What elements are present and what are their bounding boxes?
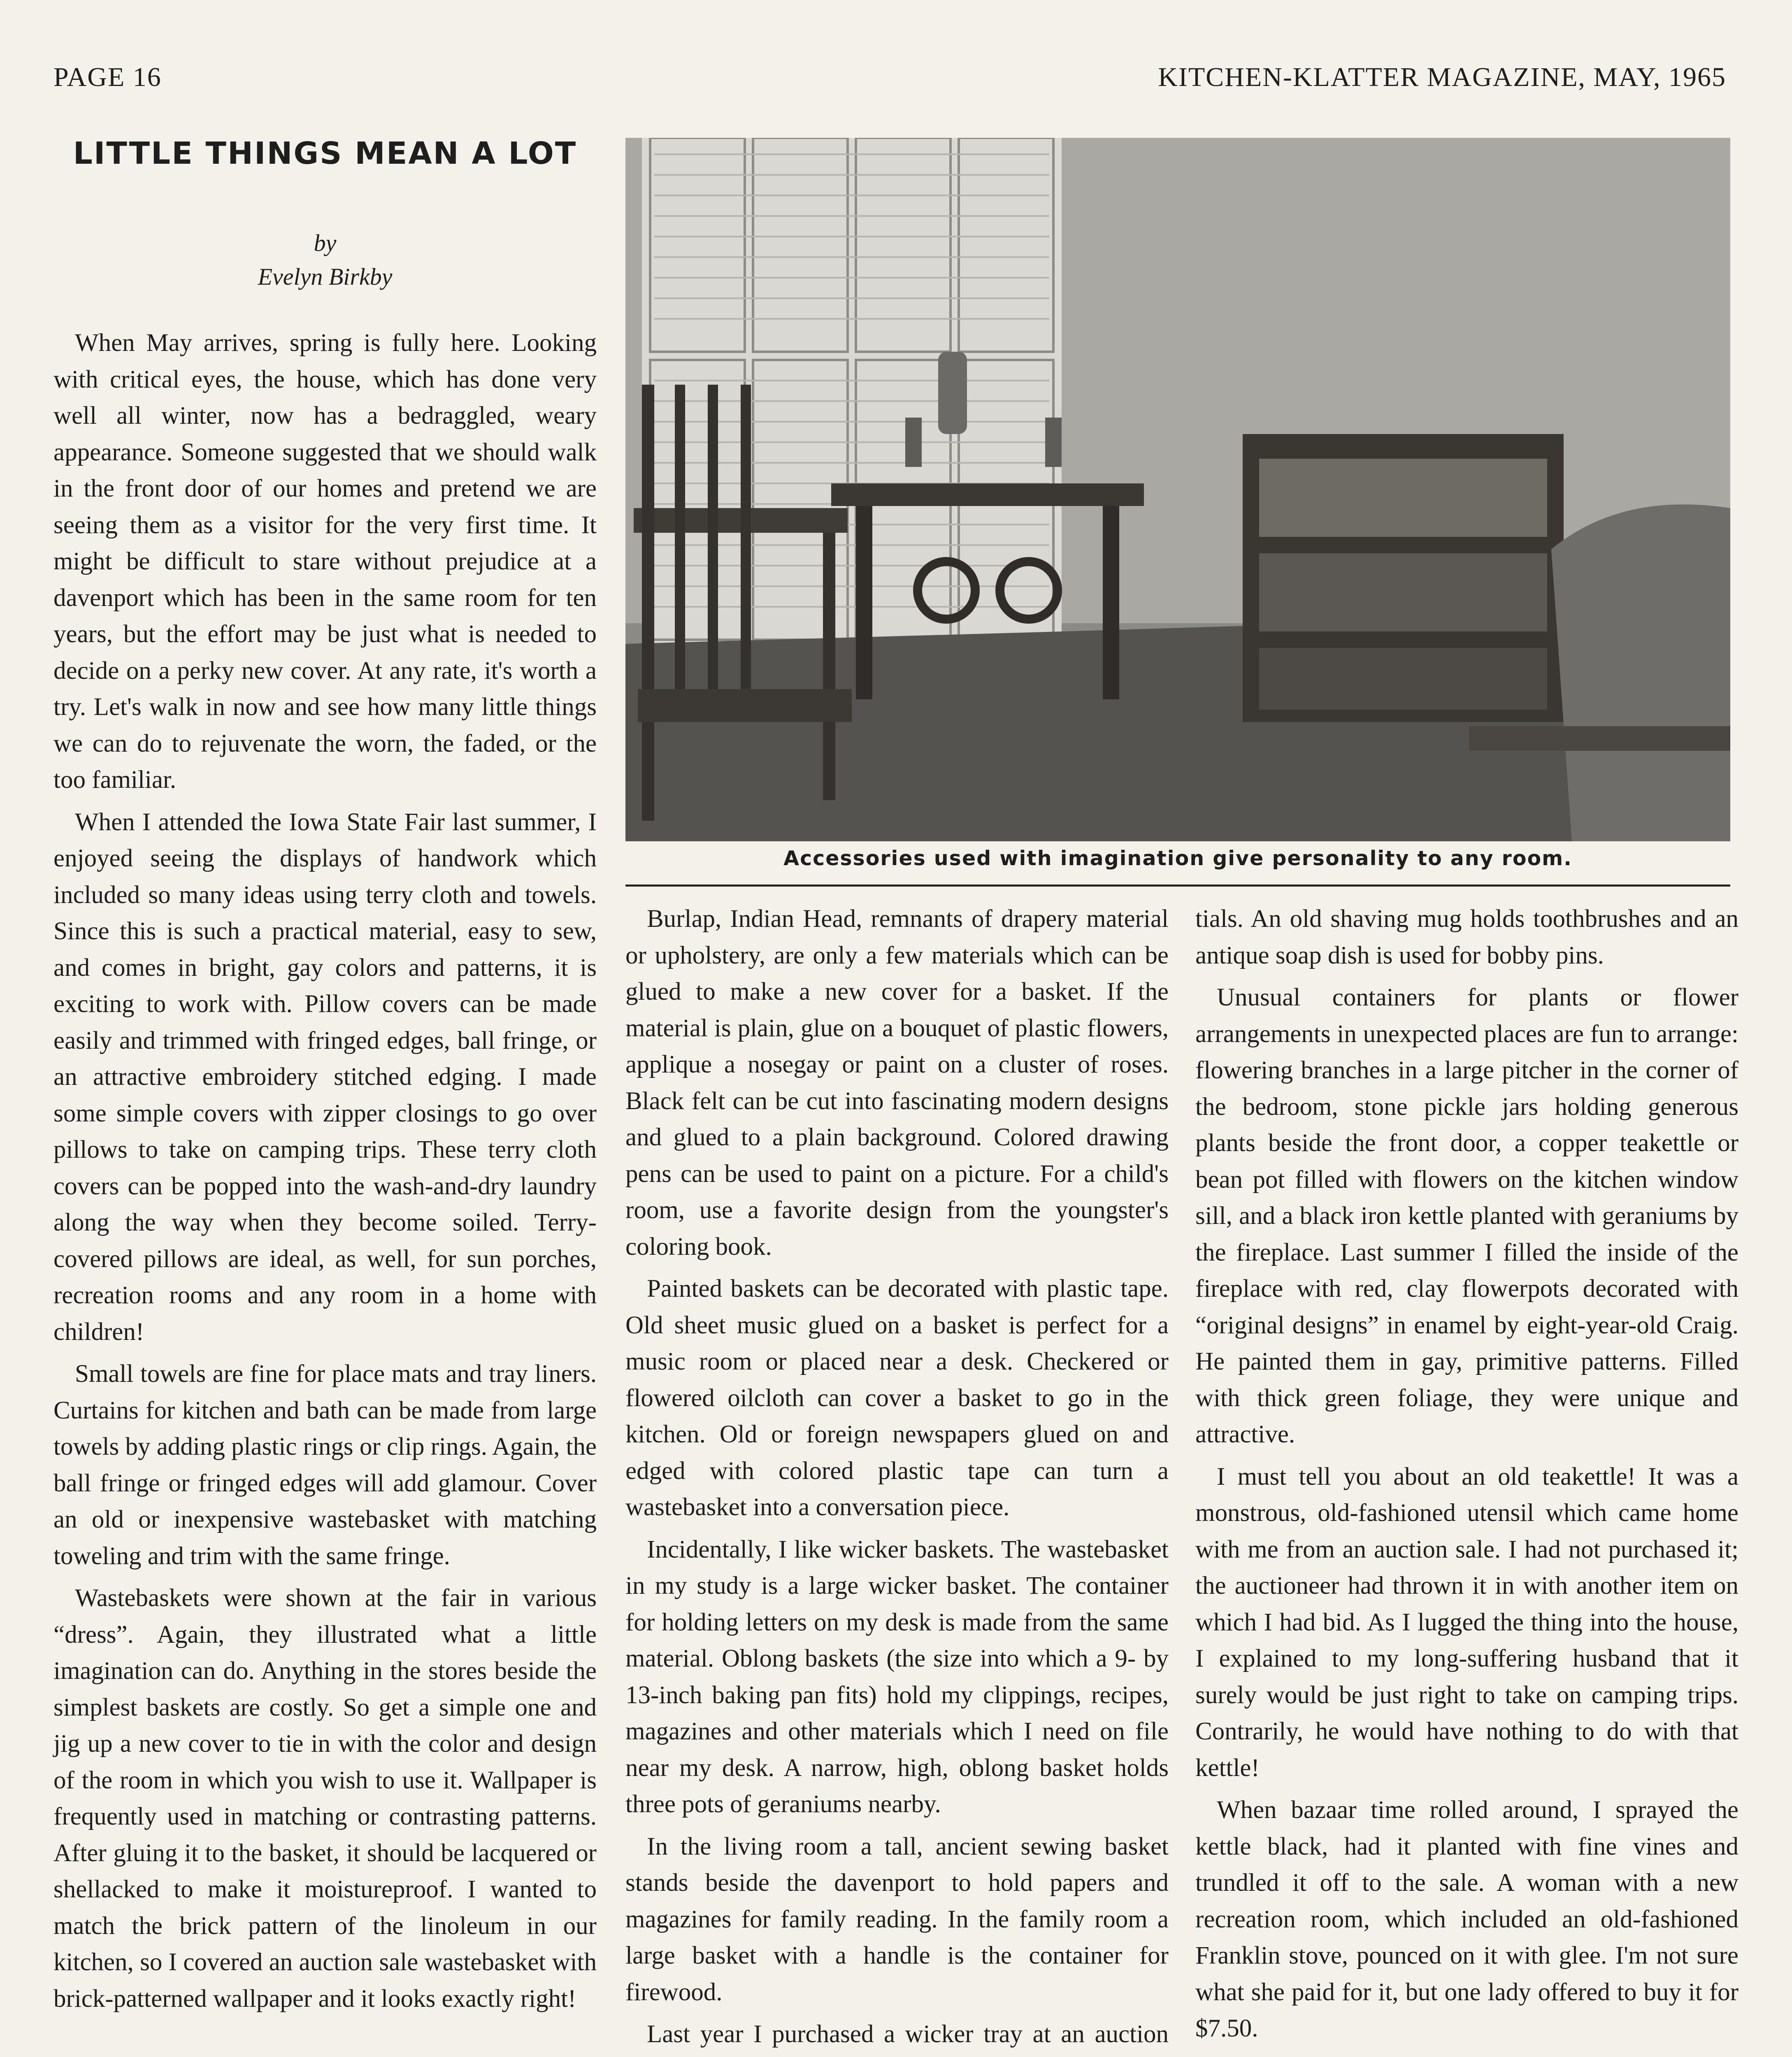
article-title: LITTLE THINGS MEAN A LOT (73, 136, 577, 171)
paragraph: Last year I purchased a wicker tray at an auction (647, 2020, 1169, 2048)
paragraph: Burlap, Indian Head, remnants of drapery material or upholstery, are only a few materials which can be glued to make a new cover for a basket. If the material is plain, glue on a bouquet of plastic flowers, applique a nosegay or paint on a cluster of roses. Black felt can be cut into fascinating modern designs and glued to a plain background. Colored drawing pens can be used to paint on a picture. For a child's room, use a favorite design from the youngster's coloring book. (625, 905, 1169, 1261)
byline-by: by (314, 230, 337, 256)
paragraph: When bazaar time rolled around, I sprayed the kettle black, had it planted with fine vines and trundled it off to the sale. A woman with a new recreation room, which included an old-fashioned Franklin stove, pounced on it with glee. I'm not sure what she paid for it, but one lady offered to buy it for $7.50. (1195, 1796, 1739, 2042)
publication-name: KITCHEN-KLATTER MAGAZINE, MAY, 1965 (1158, 62, 1726, 92)
article-column-3 (1195, 901, 1739, 2057)
paragraph: tials. An old shaving mug holds toothbrushes and an antique soap dish is used for bobby pins. (1195, 905, 1739, 969)
photo-caption: Accessories used with imagination give personality to any room. (783, 847, 1572, 870)
paragraph: Small towels are fine for place mats and tray liners. Curtains for kitchen and bath can be made from large towels by adding plastic rings or clip rings. Again, the ball fringe or fringed edges will add glamour. Cover an old or inexpensive wastebasket with matching toweling and trim with the same fringe. (53, 1360, 597, 1570)
paragraph: Unusual containers for plants or flower arrangements in unexpected places are fun to arrange: flowering branches in a large pitcher in the corner of the bedroom, stone pickle jars holding generous plants beside the front door, a copper teakettle or bean pot filled with flowers on the kitchen window sill, and a black iron kettle planted with geraniums by the fireplace. Last summer I filled the inside of the fireplace with red, clay flowerpots decorated with “original designs” in enamel by eight-year-old Craig. He painted them in gay, primitive patterns. Filled with thick green foliage, they were unique and attractive. (1195, 984, 1739, 1448)
author-name: Evelyn Birkby (258, 263, 393, 290)
article-column-2 (625, 901, 1169, 2057)
paragraph: In the living room a tall, ancient sewing basket stands beside the davenport to hold papers and magazines for family reading. In the family room a large basket with a handle is the container for firewood. (625, 1832, 1169, 2006)
paragraph: Wastebaskets were shown at the fair in various “dress”. Again, they illustrated what a little imagination can do. Anything in the stores beside the simplest baskets are costly. So get a simple one and jig up a new cover to tie in with the color and design of the room in which you wish to use it. Wallpaper is frequently used in matching or contrasting patterns. After gluing it to the basket, it should be lacquered or shellacked to make it moistureproof. I wanted to match the brick pattern of the linoleum in our kitchen, so I covered an auction sale wastebasket with brick-patterned wallpaper and it looks exactly right! (53, 1584, 597, 2013)
paragraph: When May arrives, spring is fully here. Looking with critical eyes, the house, which has done very well all winter, now has a bedraggled, weary appearance. Someone suggested that we should walk in the front door of our homes and pretend we are seeing them as a visitor for the very first time. It might be difficult to stare without prejudice at a davenport which has been in the same room for ten years, but the effort may be just what is needed to decide on a perky new cover. At any rate, it's worth a try. Let's walk in now and see how many little things we can do to rejuvenate the worn, the faded, or the too familiar. (53, 329, 597, 794)
room-photo (625, 138, 1730, 841)
page-header (53, 62, 1726, 93)
paragraph: When I attended the Iowa State Fair last summer, I enjoyed seeing the displays of handwork which included so many ideas using terry cloth and towels. Since this is such a practical material, easy to sew, and comes in bright, gay colors and patterns, it is exciting to work with. Pillow covers can be made easily and trimmed with fringed edges, ball fringe, or an attractive embroidery stitched edging. I made some simple covers with zipper closings to go over pillows to take on camping trips. These terry cloth covers can be popped into the wash-and-dry laundry along the way when they become soiled. Terry-covered pillows are ideal, as well, for sun porches, recreation rooms and any room in a home with children! (53, 808, 597, 1346)
byline (53, 226, 597, 294)
paragraph: Painted baskets can be decorated with plastic tape. Old sheet music glued on a basket is perfect for a music room or placed near a desk. Checkered or flowered oilcloth can cover a basket to go in the kitchen. Old or foreign newspapers glued on and edged with colored plastic tape can turn a wastebasket into a conversation piece. (625, 1275, 1169, 1521)
paragraph (1195, 2053, 1739, 2057)
page-number: PAGE 16 (53, 62, 162, 92)
caption-rule (625, 885, 1730, 887)
paragraph: Incidentally, I like wicker baskets. The wastebasket in my study is a large wicker basket. The container for holding letters on my desk is made from the same material. Oblong baskets (the size into which a 9- by 13-inch baking pan fits) hold my clippings, recipes, magazines and other materials which I need on file near my desk. A narrow, high, oblong basket holds three pots of geraniums nearby. (625, 1535, 1169, 1818)
paragraph: I must tell you about an old teakettle! It was a monstrous, old-fashioned utensil which came home with me from an auction sale. I had not purchased it; the auctioneer had thrown it in with another item on which I had bid. As I lugged the thing into the house, I explained to my long-suffering husband that it surely would be just right to take on camping trips. Contrarily, he would have nothing to do with that kettle! (1195, 1463, 1739, 1782)
article-column-1 (53, 325, 597, 2023)
